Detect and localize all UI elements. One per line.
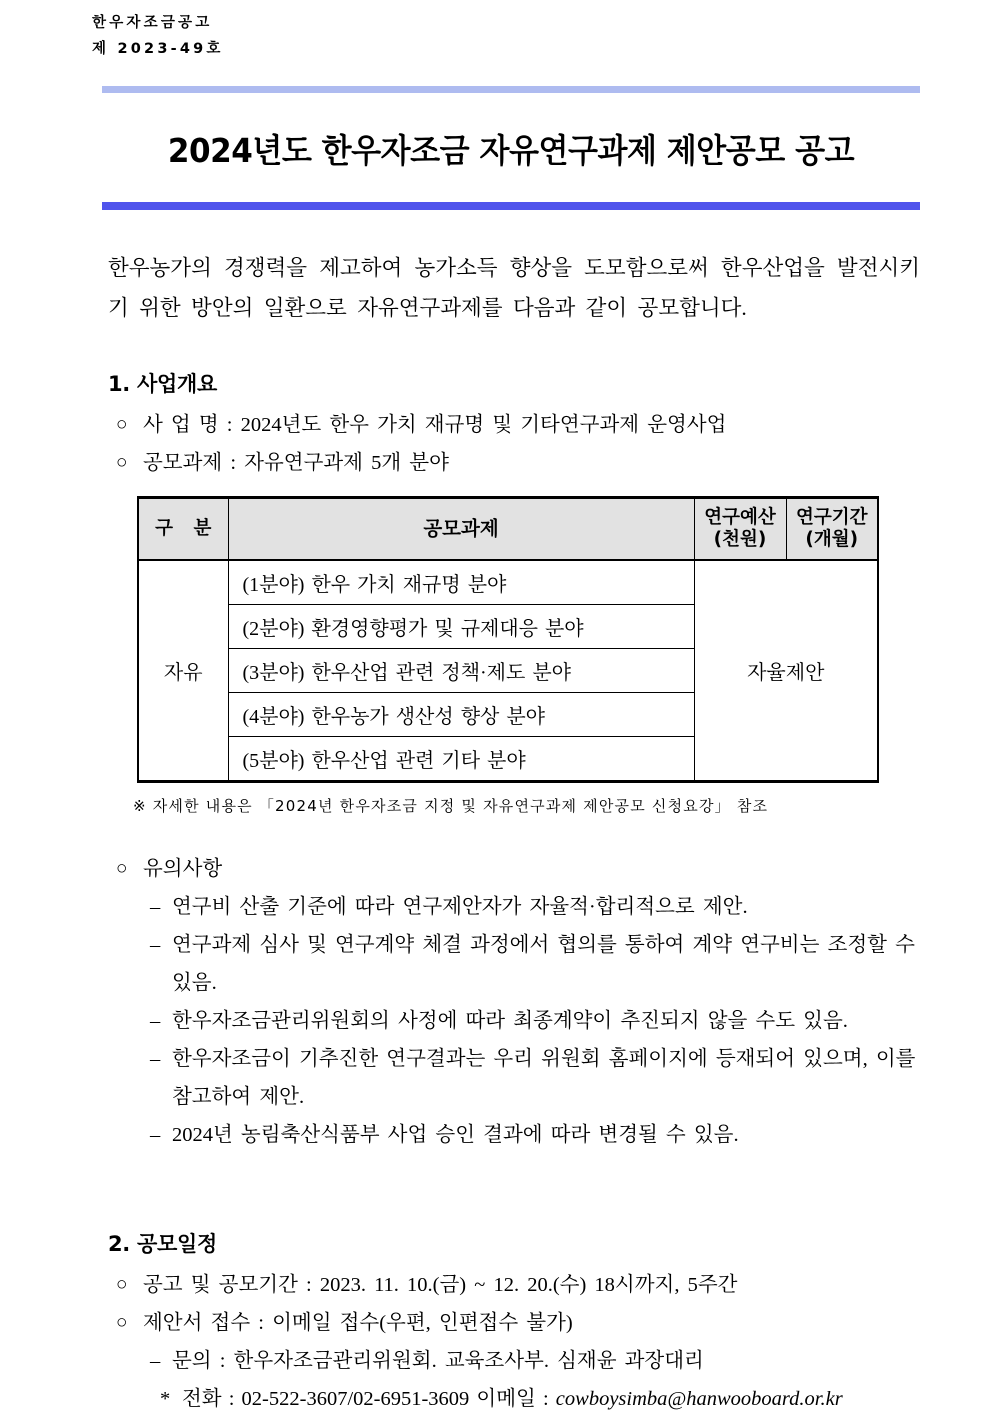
notice-item-text: 한우자조금관리위원회의 사정에 따라 최종계약이 추진되지 않을 수도 있음. xyxy=(172,1010,848,1032)
table-header-budget-line1: 연구예산 xyxy=(704,507,776,528)
table-header-task: 공모과제 xyxy=(228,498,694,561)
page-title: 2024년도 한우자조금 자유연구과제 제안공모 공고 xyxy=(167,131,855,170)
table-header-row xyxy=(138,498,878,561)
tasks-table-body xyxy=(138,560,878,782)
document-header xyxy=(92,10,992,62)
section-1-title: 사업개요 xyxy=(137,372,217,396)
dash-bullet-icon: – xyxy=(150,934,161,956)
section-1-bullet-business-name xyxy=(116,406,992,444)
table-header-duration-line1: 연구기간 xyxy=(796,507,868,528)
table-cell-merged-value: 자율제안 xyxy=(694,560,878,782)
table-cell-task: (5분야) 한우산업 관련 기타 분야 xyxy=(228,737,694,782)
notice-item xyxy=(150,1040,926,1116)
table-footnote: ※ 자세한 내용은 「2024년 한우자조금 지정 및 자유연구과제 제안공모 신청요강」 참조 xyxy=(133,797,769,815)
circle-bullet-icon: ○ xyxy=(116,1274,128,1295)
notice-item-text: 연구비 산출 기준에 따라 연구제안자가 자율적·합리적으로 제안. xyxy=(172,896,748,918)
header-doc-number: 제 2023-49호 xyxy=(92,41,224,57)
asterisk-bullet-icon: * xyxy=(160,1388,171,1410)
notice-item xyxy=(150,1116,930,1154)
table-cell-task: (4분야) 한우농가 생산성 향상 분야 xyxy=(228,693,694,737)
notice-item xyxy=(150,1002,930,1040)
circle-bullet-icon: ○ xyxy=(116,1312,128,1333)
contact-phone-email-line xyxy=(160,1380,992,1418)
table-row xyxy=(138,560,878,605)
notice-item xyxy=(150,926,926,1002)
table-cell-group-label: 자유 xyxy=(138,560,228,782)
section-2-heading xyxy=(108,1228,992,1258)
section-2-bullet-submission xyxy=(116,1304,992,1342)
intro-paragraph-block xyxy=(108,248,920,328)
section-2-title: 공모일정 xyxy=(137,1232,217,1256)
section-1-bullet-text: 공모과제 : 자유연구과제 5개 분야 xyxy=(143,452,449,474)
dash-bullet-icon: – xyxy=(150,896,161,918)
section-1-bullet-text: 사 업 명 : 2024년도 한우 가치 재규명 및 기타연구과제 운영사업 xyxy=(143,414,727,436)
header-org-line: 한우자조금공고 xyxy=(92,15,213,31)
title-block xyxy=(102,86,920,210)
section-2-bullet-period xyxy=(116,1266,992,1304)
dash-bullet-icon: – xyxy=(150,1010,161,1032)
circle-bullet-icon: ○ xyxy=(116,858,128,879)
notice-item xyxy=(150,888,930,926)
table-header-budget-line2: (천원) xyxy=(713,529,767,550)
title-rule-bottom xyxy=(102,202,920,210)
section-2-number: 2. xyxy=(108,1232,130,1256)
contact-email-address[interactable]: cowboysimba@hanwooboard.or.kr xyxy=(555,1388,843,1410)
tasks-table-wrapper xyxy=(137,496,877,783)
section-1-bullet-tasks xyxy=(116,444,992,482)
circle-bullet-icon: ○ xyxy=(116,414,128,435)
table-header-budget xyxy=(694,498,786,561)
section-2-bullet-text: 공고 및 공모기간 : 2023. 11. 10.(금) ~ 12. 20.(수) 18시까지, 5주간 xyxy=(143,1274,738,1296)
notice-item-text: 연구과제 심사 및 연구계약 체결 과정에서 협의를 통하여 계약 연구비는 조정할 수 있음. xyxy=(172,934,915,994)
table-header-duration xyxy=(786,498,878,561)
circle-bullet-icon: ○ xyxy=(116,452,128,473)
table-cell-task: (3분야) 한우산업 관련 정책·제도 분야 xyxy=(228,649,694,693)
contact-phone-text: 전화 : 02-522-3607/02-6951-3609 이메일 : xyxy=(182,1388,556,1410)
notice-heading xyxy=(116,850,992,888)
contact-phone-email-wrap xyxy=(182,1380,843,1418)
notice-item-text: 한우자조금이 기추진한 연구결과는 우리 위원회 홈페이지에 등재되어 있으며, 이를 참고하여 제안. xyxy=(172,1048,916,1108)
notice-item-text: 2024년 농림축산식품부 사업 승인 결과에 따라 변경될 수 있음. xyxy=(172,1124,739,1146)
notice-heading-text: 유의사항 xyxy=(143,858,223,880)
table-cell-task: (2분야) 환경영향평가 및 규제대응 분야 xyxy=(228,605,694,649)
title-rule-top xyxy=(102,86,920,93)
table-header-gubun: 구 분 xyxy=(138,498,228,561)
contact-person-text: 문의 : 한우자조금관리위원회. 교육조사부. 심재윤 과장대리 xyxy=(172,1350,704,1372)
tasks-table-head xyxy=(138,498,878,561)
tasks-table xyxy=(137,496,879,783)
contact-person-line xyxy=(150,1342,930,1380)
intro-paragraph: 한우농가의 경쟁력을 제고하여 농가소득 향상을 도모함으로써 한우산업을 발전시키기 위한 방안의 일환으로 자유연구과제를 다음과 같이 공모합니다. xyxy=(108,256,920,320)
table-header-duration-line2: (개월) xyxy=(805,529,859,550)
section-1-number: 1. xyxy=(108,372,130,396)
dash-bullet-icon: – xyxy=(150,1124,161,1146)
table-cell-task: (1분야) 한우 가치 재규명 분야 xyxy=(228,560,694,605)
section-2-bullet-text: 제안서 접수 : 이메일 접수(우편, 인편접수 불가) xyxy=(143,1312,573,1334)
section-1-heading xyxy=(108,368,992,398)
dash-bullet-icon: – xyxy=(150,1048,161,1070)
dash-bullet-icon: – xyxy=(150,1350,161,1372)
